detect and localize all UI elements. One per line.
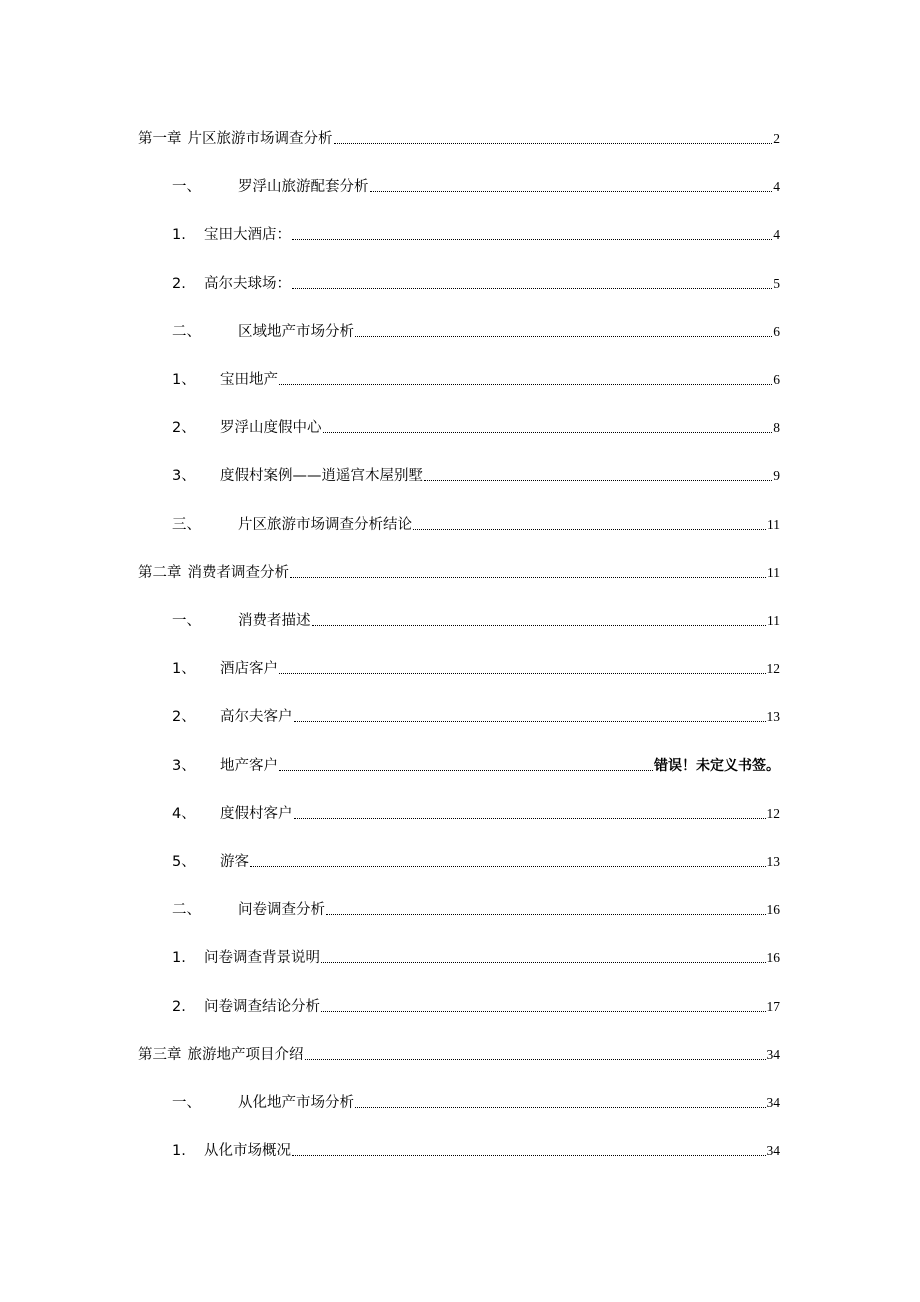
toc-entry[interactable] — [138, 317, 780, 341]
toc-entry[interactable] — [138, 751, 780, 775]
toc-leader-dots — [250, 865, 766, 867]
toc-entry-title: 宝田地产 — [220, 372, 278, 388]
toc-entry-title: 区域地产市场分析 — [238, 324, 354, 340]
toc-entry-page-number: 11 — [767, 517, 780, 532]
toc-entry-page-number: 13 — [766, 709, 780, 724]
toc-entry-page-number: 8 — [773, 420, 780, 435]
toc-entry[interactable] — [138, 702, 780, 726]
toc-entry-bookmark-error: 错误！未定义书签。 — [654, 758, 780, 774]
toc-entry-number: 2、 — [172, 709, 196, 725]
toc-entry-number: 1. — [172, 950, 186, 966]
toc-entry-title: 问卷调查结论分析 — [204, 999, 320, 1015]
toc-leader-dots — [305, 1058, 766, 1060]
toc-entry[interactable] — [138, 124, 780, 148]
toc-entry[interactable] — [138, 992, 780, 1016]
toc-entry-title: 问卷调查分析 — [238, 902, 325, 918]
toc-entry-title: 高尔夫球场： — [204, 276, 291, 292]
toc-entry-number: 1. — [172, 1143, 186, 1159]
toc-entry[interactable] — [138, 1040, 780, 1064]
toc-entry-page-number: 12 — [766, 806, 780, 821]
toc-leader-dots — [413, 528, 766, 530]
toc-entry-page-number: 17 — [766, 999, 780, 1014]
toc-entry-page-number: 6 — [773, 324, 780, 339]
toc-entry-title: 高尔夫客户 — [220, 709, 293, 725]
toc-entry-title: 罗浮山度假中心 — [220, 420, 322, 436]
toc-leader-dots — [279, 672, 766, 674]
toc-entry-title: 度假村案例——逍遥宫木屋别墅 — [220, 468, 423, 484]
toc-entry[interactable] — [138, 895, 780, 919]
toc-leader-dots — [321, 1010, 766, 1012]
toc-entry-page-number: 13 — [766, 854, 780, 869]
toc-entry-number: 第二章 — [138, 565, 182, 581]
toc-entry-page-number: 2 — [773, 131, 780, 146]
toc-entry-page-number: 4 — [773, 227, 780, 242]
toc-entry-number: 一、 — [172, 179, 201, 195]
toc-entry-page-number: 12 — [766, 661, 780, 676]
toc-entry[interactable] — [138, 365, 780, 389]
toc-entry-number: 第一章 — [138, 131, 182, 147]
toc-entry-title: 消费者调查分析 — [187, 565, 289, 581]
toc-entry[interactable] — [138, 943, 780, 967]
toc-entry[interactable] — [138, 1088, 780, 1112]
toc-entry-page-number: 6 — [773, 372, 780, 387]
toc-leader-dots — [370, 190, 773, 192]
toc-entry-title: 罗浮山旅游配套分析 — [238, 179, 369, 195]
toc-entry-title: 旅游地产项目介绍 — [187, 1047, 304, 1063]
toc-entry[interactable] — [138, 606, 780, 630]
toc-entry-page-number: 11 — [767, 565, 780, 580]
toc-entry-number: 1、 — [172, 661, 196, 677]
toc-entry[interactable] — [138, 847, 780, 871]
toc-entry-title: 游客 — [220, 854, 249, 870]
toc-leader-dots — [290, 576, 766, 578]
toc-entry-page-number: 16 — [766, 902, 780, 917]
toc-entry[interactable] — [138, 654, 780, 678]
toc-leader-dots — [334, 142, 773, 144]
toc-entry-number: 3、 — [172, 758, 196, 774]
toc-entry[interactable] — [138, 510, 780, 534]
toc-entry-number: 2、 — [172, 420, 196, 436]
toc-entry-number: 三、 — [172, 517, 201, 533]
toc-entry-number: 一、 — [172, 613, 201, 629]
toc-entry-title: 地产客户 — [220, 758, 278, 774]
toc-entry-page-number: 16 — [766, 950, 780, 965]
toc-entry-number: 二、 — [172, 902, 201, 918]
toc-entry-page-number: 34 — [766, 1143, 780, 1158]
toc-entry-number: 一、 — [172, 1095, 201, 1111]
toc-entry[interactable] — [138, 461, 780, 485]
toc-entry[interactable] — [138, 413, 780, 437]
toc-entry-number: 2. — [172, 999, 186, 1015]
toc-entry-page-number: 34 — [766, 1095, 780, 1110]
toc-entry-page-number: 5 — [773, 276, 780, 291]
toc-entry-number: 4、 — [172, 806, 196, 822]
toc-leader-dots — [279, 383, 772, 385]
toc-leader-dots — [355, 335, 772, 337]
toc-leader-dots — [279, 769, 653, 771]
toc-entry[interactable] — [138, 269, 780, 293]
toc-entry[interactable] — [138, 172, 780, 196]
toc-entry-number: 5、 — [172, 854, 196, 870]
toc-entry-page-number: 34 — [766, 1047, 780, 1062]
toc-entry[interactable] — [138, 220, 780, 244]
toc-leader-dots — [323, 431, 773, 433]
toc-leader-dots — [312, 624, 767, 626]
toc-entry-number: 2. — [172, 276, 186, 292]
toc-entry-page-number: 4 — [773, 179, 780, 194]
toc-entry[interactable] — [138, 558, 780, 582]
toc-leader-dots — [424, 479, 772, 481]
toc-entry-title: 酒店客户 — [220, 661, 278, 677]
toc-entry-title: 片区旅游市场调查分析 — [187, 131, 333, 147]
toc-entry-title: 片区旅游市场调查分析结论 — [238, 517, 412, 533]
toc-entry-title: 问卷调查背景说明 — [204, 950, 320, 966]
toc-entry-title: 消费者描述 — [238, 613, 311, 629]
toc-leader-dots — [294, 817, 766, 819]
toc-leader-dots — [292, 287, 772, 289]
toc-leader-dots — [326, 913, 766, 915]
toc-entry-page-number: 11 — [767, 613, 780, 628]
toc-leader-dots — [292, 238, 772, 240]
toc-leader-dots — [294, 720, 766, 722]
toc-entry[interactable] — [138, 1136, 780, 1160]
toc-entry-number: 1. — [172, 227, 186, 243]
toc-entry-title: 宝田大酒店： — [204, 227, 291, 243]
toc-leader-dots — [321, 961, 766, 963]
toc-entry[interactable] — [138, 799, 780, 823]
toc-entry-title: 度假村客户 — [220, 806, 293, 822]
toc-entry-number: 3、 — [172, 468, 196, 484]
toc-entry-title: 从化市场概况 — [204, 1143, 291, 1159]
toc-entry-title: 从化地产市场分析 — [238, 1095, 354, 1111]
toc-leader-dots — [292, 1154, 766, 1156]
toc-leader-dots — [355, 1106, 766, 1108]
toc-entry-number: 1、 — [172, 372, 196, 388]
toc-entry-number: 第三章 — [138, 1047, 182, 1063]
toc-entry-page-number: 9 — [773, 468, 780, 483]
toc-entry-number: 二、 — [172, 324, 201, 340]
